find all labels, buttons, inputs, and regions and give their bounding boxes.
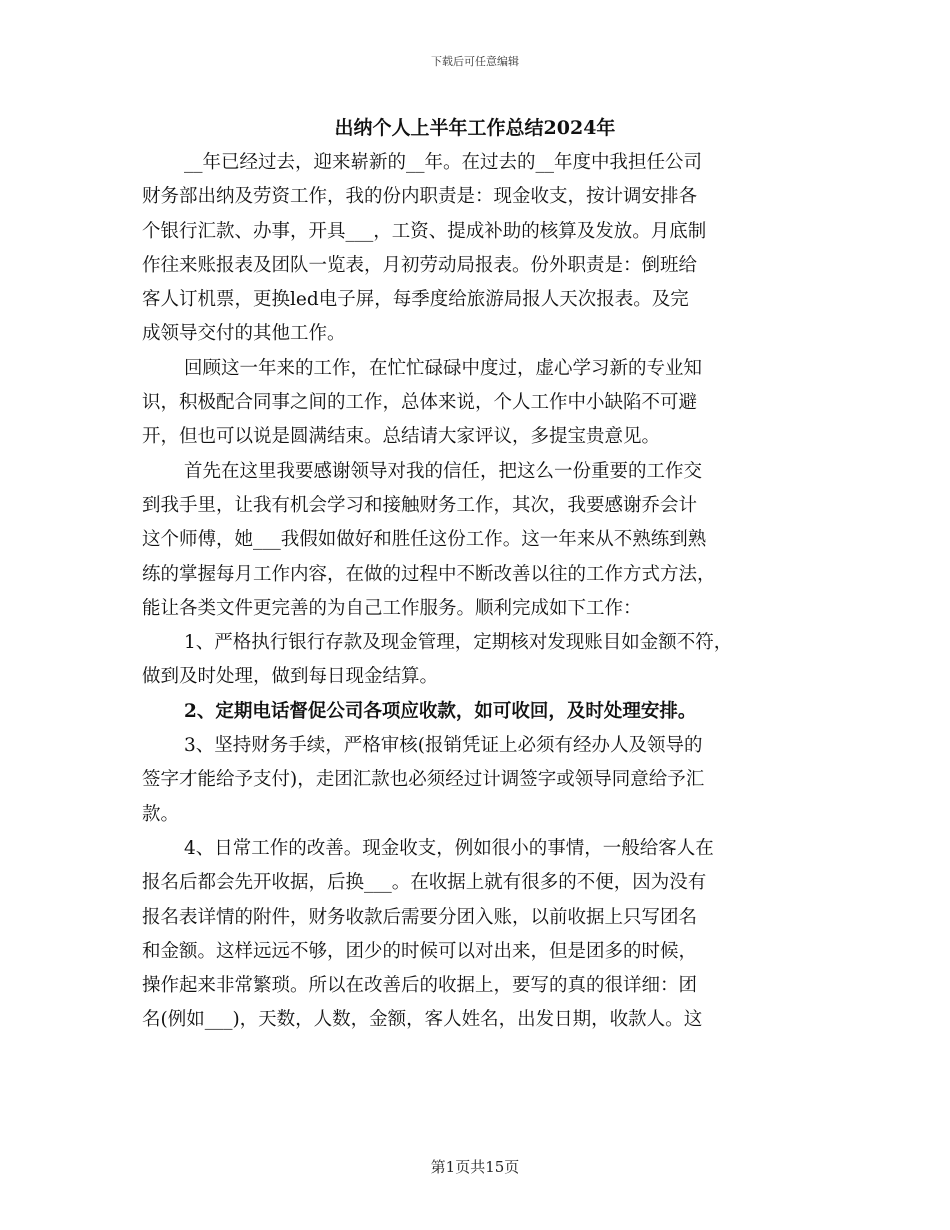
body-line: 开，但也可以说是圆满结束。总结请大家评议，多提宝贵意见。 (142, 426, 661, 448)
document-title: 出纳个人上半年工作总结2024年 (334, 117, 616, 139)
body-line: 4、日常工作的改善。现金收支，例如很小的事情，一般给客人在 (184, 837, 714, 859)
body-line: 2、定期电话督促公司各项应收款，如可收回，及时处理安排。 (184, 700, 697, 722)
body-line: 做到及时处理，做到每日现金结算。 (142, 666, 439, 688)
page-header-note: 下载后可任意编辑 (431, 55, 519, 68)
body-line: 能让各类文件更完善的为自己工作服务。顺利完成如下工作： (142, 597, 642, 619)
body-line: 个银行汇款、办事，开具___，工资、提成补助的核算及发放。月底制 (142, 220, 707, 242)
body-line: 名(例如___)，天数，人数，金额，客人姓名，出发日期，收款人。这 (142, 1009, 703, 1031)
body-line: 练的掌握每月工作内容，在做的过程中不断改善以往的工作方式方法， (142, 563, 716, 585)
body-line: 识，积极配合同事之间的工作，总体来说，个人工作中小缺陷不可避 (142, 392, 698, 414)
body-line: 客人订机票，更换led电子屏，每季度给旅游局报人天次报表。及完 (142, 289, 689, 311)
body-line: 和金额。这样远远不够，团少的时候可以对出来，但是团多的时候， (142, 940, 698, 962)
body-line: 回顾这一年来的工作，在忙忙碌碌中度过，虚心学习新的专业知 (184, 357, 703, 379)
document-body (142, 146, 812, 1038)
body-line: 1、严格执行银行存款及现金管理，定期核对发现账目如金额不符， (184, 632, 733, 654)
body-line: 3、坚持财务手续，严格审核(报销凭证上必须有经办人及领导的 (184, 735, 703, 757)
body-line: 成领导交付的其他工作。 (142, 323, 346, 345)
body-line: 操作起来非常繁琐。所以在改善后的收据上，要写的真的很详细：团 (142, 975, 698, 997)
body-line: 作往来账报表及团队一览表，月初劳动局报表。份外职责是：倒班给 (142, 254, 698, 276)
body-line: 签字才能给予支付)，走团汇款也必须经过计调签字或领导同意给予汇 (142, 769, 705, 791)
body-line: 款。 (142, 803, 180, 825)
body-line: 报名表详情的附件，财务收款后需要分团入账，以前收据上只写团名 (142, 906, 698, 928)
body-line: 报名后都会先开收据，后换___。在收据上就有很多的不便，因为没有 (142, 872, 707, 894)
body-line: 首先在这里我要感谢领导对我的信任，把这么一份重要的工作交 (184, 460, 703, 482)
body-line: 到我手里，让我有机会学习和接触财务工作，其次，我要感谢乔会计 (142, 494, 698, 516)
page-footer-page-info: 第1页共15页 (430, 1158, 520, 1176)
body-line: __年已经过去，迎来崭新的__年。在过去的__年度中我担任公司 (184, 152, 703, 173)
body-line: 财务部出纳及劳资工作，我的份内职责是：现金收支，按计调安排各 (142, 186, 698, 208)
body-line: 这个师傅，她___我假如做好和胜任这份工作。这一年来从不熟练到熟 (142, 529, 707, 551)
